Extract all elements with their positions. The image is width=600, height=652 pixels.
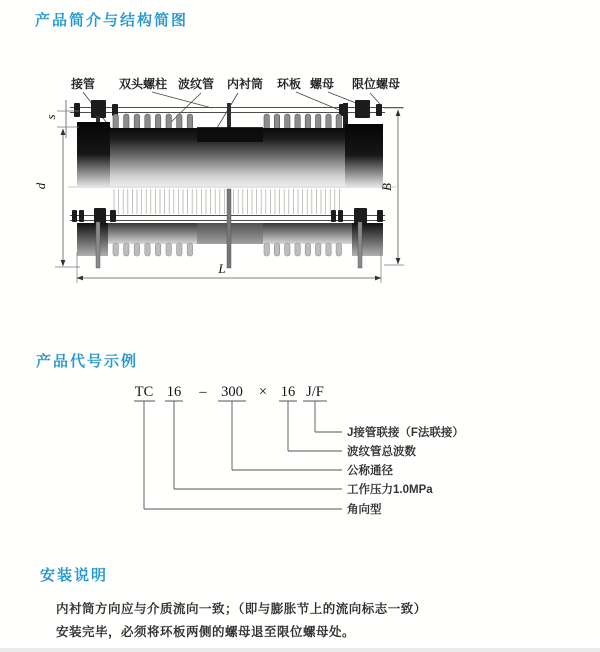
callout-angular-type: 角向型 [347, 504, 382, 516]
bellows-tooth [124, 243, 129, 256]
bellows-tooth [264, 243, 269, 256]
bellows-tooth [326, 243, 331, 256]
part-labels [70, 76, 400, 91]
bellows-tooth [155, 243, 160, 256]
code-seg-connection: J/F [306, 384, 324, 400]
callout-working-pressure: 工作压力1.0MPa [347, 484, 433, 496]
bellows-tooth [145, 243, 150, 256]
bellows-tooth [305, 243, 310, 256]
label-connecting-pipe: 接管 [70, 77, 96, 91]
bellows-tooth [113, 243, 118, 256]
code-callout-lines [134, 401, 342, 509]
installation-instructions [56, 598, 556, 644]
dim-label-s: s [43, 114, 58, 120]
label-nut: 螺母 [309, 77, 335, 91]
code-seg-pressure: 16 [166, 384, 182, 400]
callout-wave-count: 波纹管总波数 [347, 446, 416, 458]
callout-connection: J接管联接（F法联接） [347, 427, 464, 439]
bellows-tooth [187, 243, 192, 256]
code-seg-dash: – [199, 384, 207, 400]
bellows-tooth [134, 243, 139, 256]
label-ring-plate: 环板 [276, 77, 302, 91]
label-limit-nut: 限位螺母 [351, 77, 401, 91]
section-title-code: 产品代号示例 [36, 353, 139, 370]
page-bottom-edge [0, 648, 600, 652]
bellows-tooth [166, 243, 171, 256]
code-seg-diameter: 300 [221, 384, 243, 400]
code-seg-waves: 16 [280, 384, 296, 400]
bellows-tooth [285, 243, 290, 256]
dimension-s [43, 100, 79, 138]
code-seg-times: × [258, 384, 268, 400]
label-double-end-stud: 双头螺柱 [118, 77, 168, 91]
code-seg-type: TC [134, 384, 154, 400]
section-title-intro: 产品简介与结构简图 [35, 12, 189, 29]
bellows-section-lines [114, 189, 339, 214]
bellows-tooth [274, 243, 279, 256]
dim-label-L: L [218, 261, 226, 276]
label-bellows: 波纹管 [177, 77, 215, 91]
code-callout-labels [347, 425, 464, 516]
dim-label-B: B [379, 183, 394, 191]
label-inner-sleeve: 内衬筒 [226, 77, 264, 91]
bellows-tooth [295, 243, 300, 256]
joint-body [77, 122, 383, 186]
bellows-tooth [177, 243, 182, 256]
structure-diagram [30, 62, 445, 314]
dim-label-d: d [33, 182, 48, 190]
section-title-install: 安装说明 [40, 567, 109, 584]
code-segments [135, 384, 324, 400]
code-example-figure [120, 376, 490, 526]
dimension-d [33, 129, 80, 267]
bellows-tooth [336, 243, 341, 256]
installation-line-1: 内衬筒方向应与介质流向一致；（即与膨胀节上的流向标志一致） [56, 602, 427, 616]
installation-line-2: 安装完毕，必须将环板两侧的螺母退至限位螺母处。 [56, 625, 356, 639]
bellows-tooth [316, 243, 321, 256]
callout-nominal-diameter: 公称通径 [347, 465, 393, 477]
tie-rod-upper [70, 108, 403, 113]
